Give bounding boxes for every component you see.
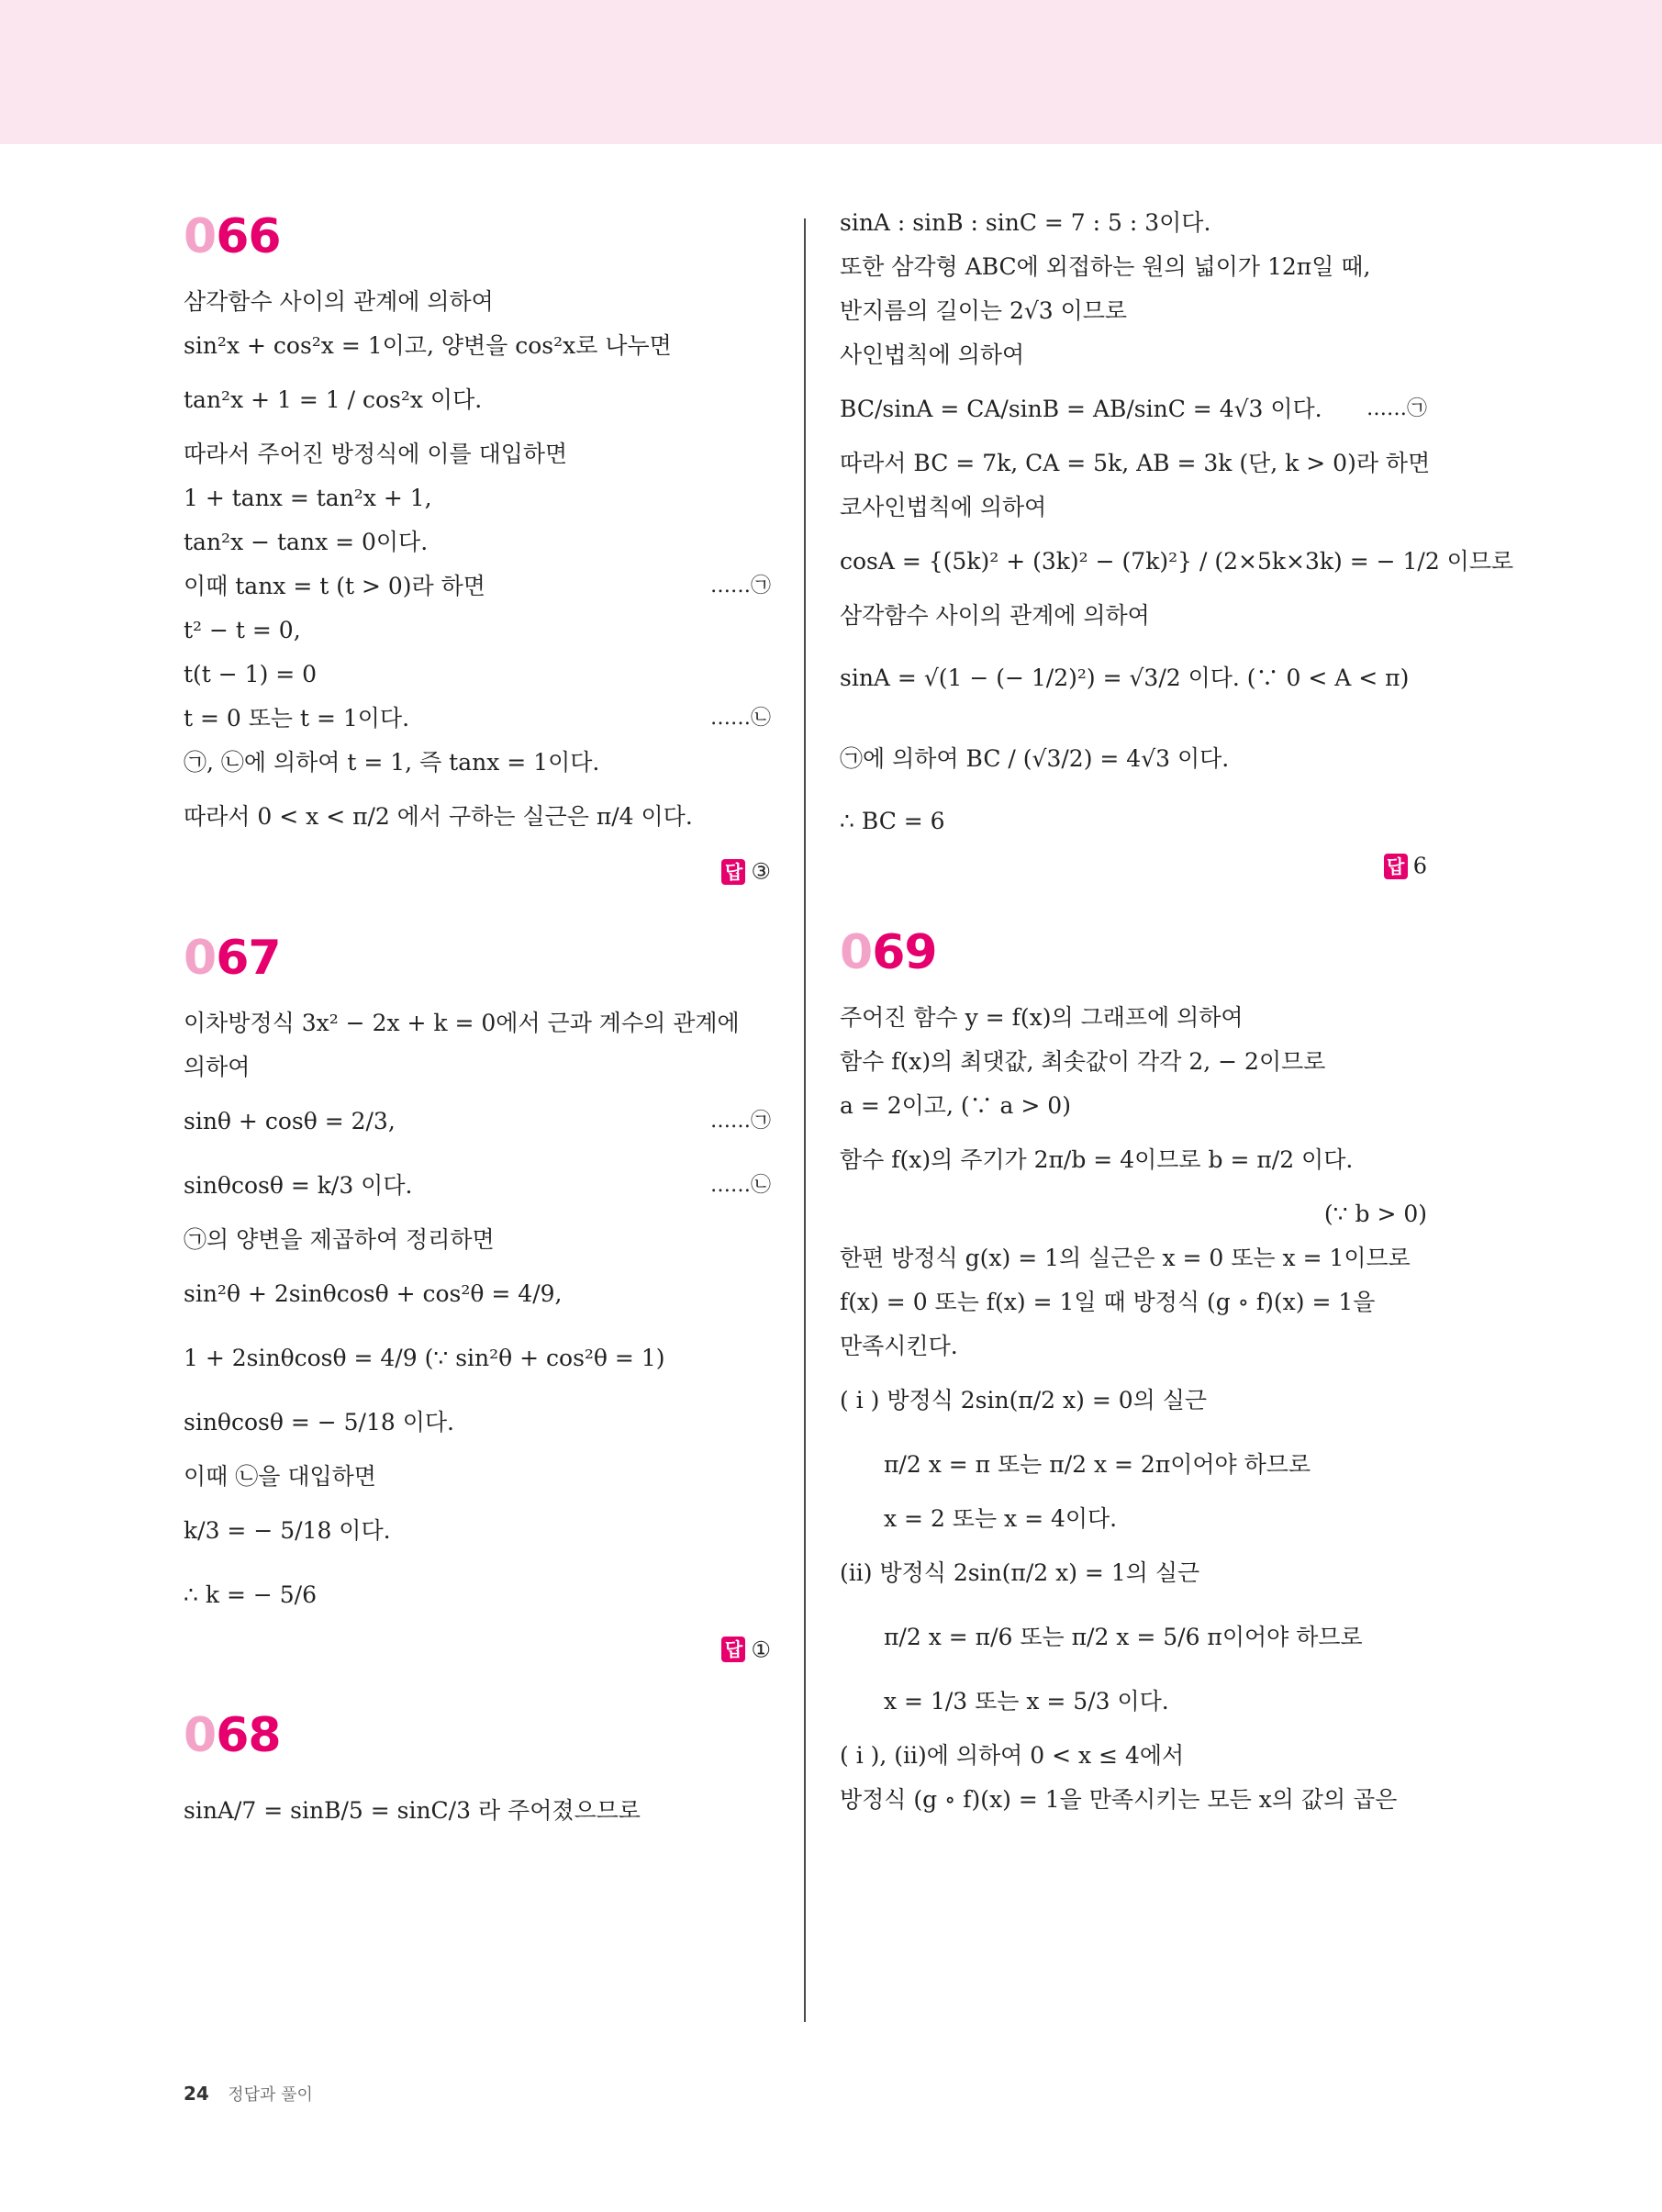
solution-line: 따라서 0 < x < π/2 에서 구하는 실근은 π/4 이다. <box>184 803 693 830</box>
solution-line: sin²x + cos²x = 1이고, 양변을 cos²x로 나누면 <box>184 332 672 359</box>
problem-068-continued <box>840 209 1514 879</box>
answer: 답 ③ <box>184 857 771 885</box>
solution-line: 이때 ㉡을 대입하면 <box>184 1462 376 1490</box>
solution-line: 이때 tanx = t (t > 0)라 하면 ……㉠ <box>184 573 771 599</box>
solution-line: 방정식 (g ∘ f)(x) = 1을 만족시키는 모든 x의 값의 곱은 <box>840 1785 1398 1813</box>
solution-line: 삼각함수 사이의 관계에 의하여 <box>184 288 494 315</box>
solution-line: sinθ + cosθ = 2/3, ……㉠ <box>184 1098 771 1145</box>
equation-marker: ……㉡ <box>709 1173 771 1197</box>
solution-line: t = 0 또는 t = 1이다. ……㉡ <box>184 705 771 732</box>
solution-line: 1 + tanx = tan²x + 1, <box>184 485 432 511</box>
solution-line: tan²x − tanx = 0이다. <box>184 529 429 555</box>
solution-line: ∴ k = − 5/6 <box>184 1581 317 1608</box>
problem-069 <box>840 925 1427 1814</box>
solution-line: ∴ BC = 6 <box>840 808 945 834</box>
solution-line: 반지름의 길이는 2√3 이므로 <box>840 297 1128 324</box>
solution-line: π/2 x = π 또는 π/2 x = 2π이어야 하므로 <box>884 1450 1311 1478</box>
answer-badge: 답 <box>721 859 745 885</box>
solution-line: ㉠에 의하여 BC / (√3/2) = 4√3 이다. <box>840 745 1230 772</box>
answer-badge: 답 <box>1384 854 1408 879</box>
solution-line: 함수 f(x)의 주기가 2π/b = 4이므로 b = π/2 이다. <box>840 1145 1354 1173</box>
answer-badge: 답 <box>721 1637 745 1662</box>
section-label: 정답과 풀이 <box>228 2085 313 2105</box>
solution-line: (ii) 방정식 2sin(π/2 x) = 1의 실근 <box>840 1558 1200 1586</box>
equation-marker: ……㉠ <box>709 1109 771 1133</box>
problem-number: 066 <box>184 209 281 264</box>
solution-line: f(x) = 0 또는 f(x) = 1일 때 방정식 (g ∘ f)(x) = 1을 <box>840 1288 1376 1315</box>
solution-line: ( i ), (ii)에 의하여 0 < x ≤ 4에서 <box>840 1741 1185 1769</box>
column-divider <box>804 218 806 2022</box>
solution-line: sinA = √(1 − (− 1/2)²) = √3/2 이다. (∵ 0 < A < π) <box>840 665 1410 691</box>
problem-067 <box>184 931 771 1663</box>
solution-line: 주어진 함수 y = f(x)의 그래프에 의하여 <box>840 1003 1244 1031</box>
problem-number: 067 <box>184 930 281 986</box>
solution-line: sinθcosθ = k/3 이다. ……㉡ <box>184 1162 771 1210</box>
solution-line: ㉠의 양변을 제곱하여 정리하면 <box>184 1225 495 1253</box>
solution-line: 사인법칙에 의하여 <box>840 341 1025 368</box>
solution-line: sinθcosθ = − 5/18 이다. <box>184 1408 454 1436</box>
page-footer <box>184 2082 313 2106</box>
answer: 답 ① <box>184 1636 771 1663</box>
solution-line: 1 + 2sinθcosθ = 4/9 (∵ sin²θ + cos²θ = 1) <box>184 1344 665 1371</box>
answer: 답 6 <box>840 852 1427 879</box>
solution-line: t(t − 1) = 0 <box>184 661 318 687</box>
right-column <box>840 209 1514 1830</box>
solution-line: sin²θ + 2sinθcosθ + cos²θ = 4/9, <box>184 1279 563 1307</box>
solution-line: sinA/7 = sinB/5 = sinC/3 라 주어졌으므로 <box>184 1797 641 1824</box>
solution-line: ㉠, ㉡에 의하여 t = 1, 즉 tanx = 1이다. <box>184 749 600 776</box>
page-number: 24 <box>184 2083 209 2105</box>
solution-line: 만족시킨다. <box>840 1332 958 1359</box>
problem-068 <box>184 1708 771 1835</box>
solution-line: 한편 방정식 g(x) = 1의 실근은 x = 0 또는 x = 1이므로 <box>840 1244 1411 1271</box>
solution-line: 따라서 주어진 방정식에 이를 대입하면 <box>184 441 568 467</box>
solution-line: k/3 = − 5/18 이다. <box>184 1516 391 1544</box>
solution-line: sinA : sinB : sinC = 7 : 5 : 3이다. <box>840 209 1211 236</box>
equation-marker: ……㉠ <box>1366 397 1427 420</box>
solution-line: (∵ b > 0) <box>1323 1200 1427 1227</box>
problem-number: 068 <box>184 1708 281 1763</box>
solution-line: tan²x + 1 = 1 / cos²x 이다. <box>184 386 483 413</box>
solution-line: t² − t = 0, <box>184 617 301 643</box>
solution-line: 의하여 <box>184 1053 251 1080</box>
left-column <box>184 209 771 1851</box>
solution-line: 코사인법칙에 의하여 <box>840 494 1047 520</box>
solution-line: BC/sinA = CA/sinB = AB/sinC = 4√3 이다. ……㉠ <box>840 385 1427 433</box>
solution-line: x = 2 또는 x = 4이다. <box>884 1504 1118 1532</box>
header-band <box>0 0 1662 144</box>
solution-line: a = 2이고, (∵ a > 0) <box>840 1091 1071 1119</box>
solution-line: π/2 x = π/6 또는 π/2 x = 5/6 π이어야 하므로 <box>884 1623 1363 1650</box>
problem-066 <box>184 209 771 885</box>
solution-line: 함수 f(x)의 최댓값, 최솟값이 각각 2, − 2이므로 <box>840 1047 1326 1075</box>
solution-line: 또한 삼각형 ABC에 외접하는 원의 넓이가 12π일 때, <box>840 253 1371 280</box>
solution-line: ( i ) 방정식 2sin(π/2 x) = 0의 실근 <box>840 1386 1208 1413</box>
solution-line: 삼각함수 사이의 관계에 의하여 <box>840 602 1150 629</box>
equation-marker: ……㉡ <box>709 707 771 730</box>
problem-number: 069 <box>840 924 937 980</box>
solution-line: 이차방정식 3x² − 2x + k = 0에서 근과 계수의 관계에 <box>184 1009 740 1036</box>
solution-line: x = 1/3 또는 x = 5/3 이다. <box>884 1687 1169 1715</box>
solution-line: 따라서 BC = 7k, CA = 5k, AB = 3k (단, k > 0)라 하면 <box>840 450 1431 476</box>
solution-line: cosA = {(5k)² + (3k)² − (7k)²} / (2×5k×3k) = − 1/2 이므로 <box>840 548 1514 575</box>
equation-marker: ……㉠ <box>709 575 771 598</box>
